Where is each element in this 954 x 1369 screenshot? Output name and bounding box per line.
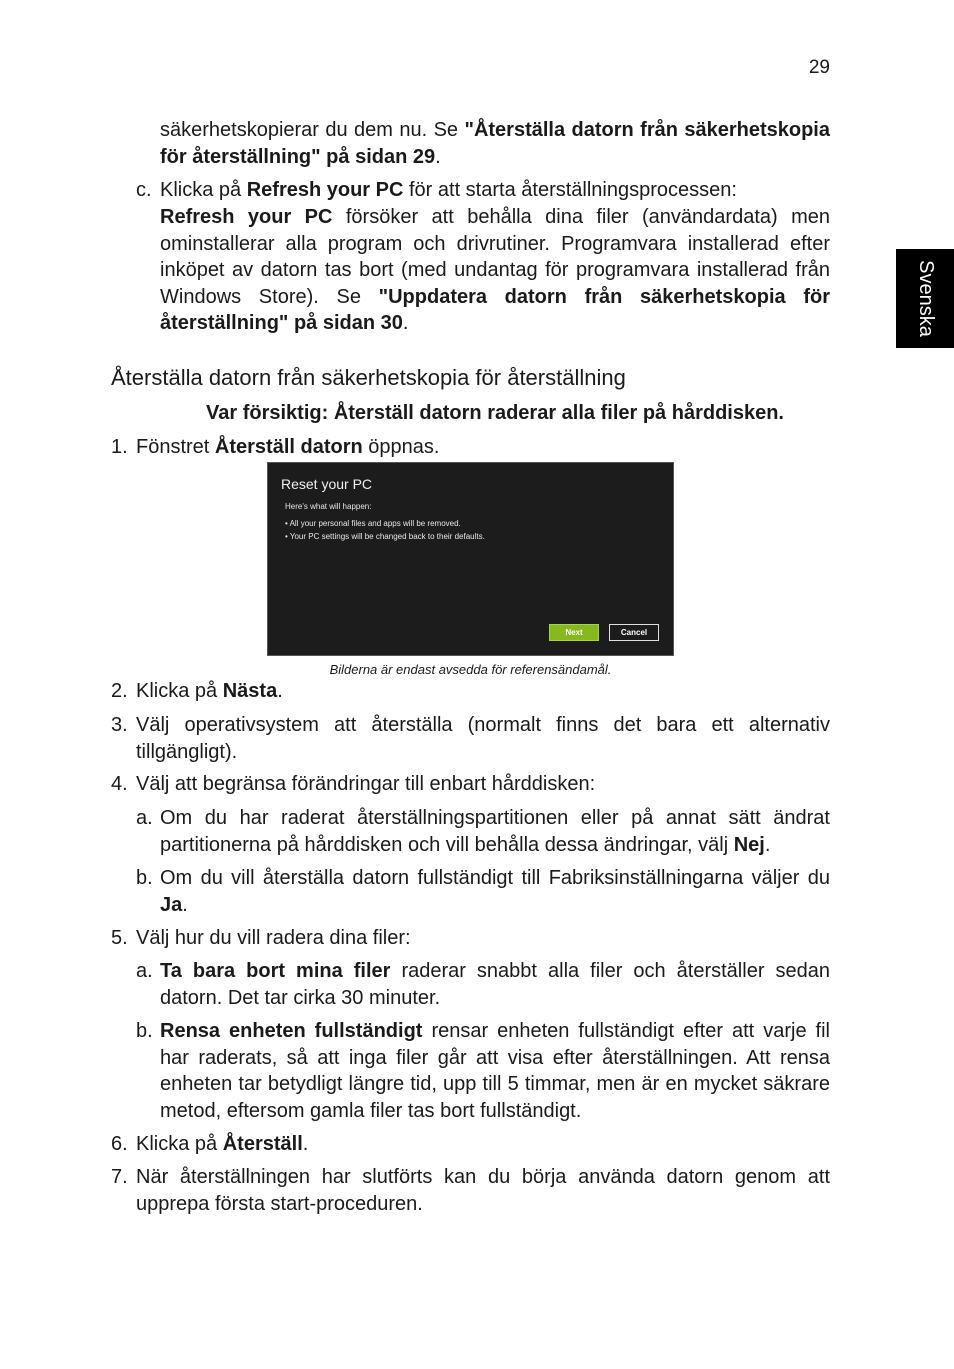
item-c-line: Klicka på Refresh your PC för att starta återställningsprocessen: [160, 179, 737, 201]
step-2: Klicka på Nästa. [136, 680, 283, 702]
cross-reference: "Uppdatera datorn från säkerhetskopia för återställning" på sidan 30 [160, 285, 830, 334]
list-marker: b. [136, 1020, 153, 1042]
step-5: Välj hur du vill radera dina filer: [136, 927, 411, 949]
step-number: 6. [111, 1133, 128, 1155]
cancel-button: Cancel [609, 624, 659, 641]
caution-note: Var försiktig: Återställ datorn raderar alla filer på hårddisken. [206, 402, 784, 424]
step-number: 2. [111, 680, 128, 702]
list-marker: c. [136, 179, 152, 201]
step-4a: Om du har raderat återställningspartitionen eller på annat sätt ändrat partitionerna på hårddisken och vill behålla dessa ändringar, välj Nej. [160, 807, 830, 856]
language-tab-label: Svenska [914, 260, 937, 337]
dialog-bullet: • Your PC settings will be changed back to their defaults. [285, 532, 485, 541]
continuation-paragraph: säkerhetskopierar du dem nu. Se "Återställa datorn från säkerhetskopia för återställning" på sidan 29. [160, 119, 830, 168]
page-number: 29 [808, 57, 830, 78]
step-number: 7. [111, 1166, 128, 1188]
step-3: Välj operativsystem att återställa (normalt finns det bara ett alternativ tillgängligt). [136, 714, 830, 763]
step-5b: Rensa enheten fullständigt rensar enheten fullständigt efter att varje fil har raderats, så att inga filer går att visa efter återställningen. Att rensa enheten tar betydligt längre tid, upp till 5 timmar, men är en mycket säkrare metod, eftersom gamla filer tas bort fullständigt. [160, 1020, 830, 1122]
step-5a: Ta bara bort mina filer raderar snabbt alla filer och återställer sedan datorn. Det tar cirka 30 minuter. [160, 960, 830, 1009]
step-6: Klicka på Återställ. [136, 1133, 309, 1155]
section-heading: Återställa datorn från säkerhetskopia för återställning [111, 365, 626, 390]
reset-pc-screenshot [268, 463, 673, 655]
dialog-subtitle: Here's what will happen: [285, 502, 372, 511]
step-4: Välj att begränsa förändringar till enbart hårddisken: [136, 773, 596, 795]
list-marker: a. [136, 960, 153, 982]
step-number: 1. [111, 436, 128, 458]
dialog-bullet: • All your personal files and apps will be removed. [285, 519, 461, 528]
next-button: Next [549, 624, 599, 641]
step-number: 5. [111, 927, 128, 949]
dialog-title: Reset your PC [281, 476, 373, 492]
step-7: När återställningen har slutförts kan du börja använda datorn genom att upprepa första start-proceduren. [136, 1166, 830, 1215]
step-number: 3. [111, 714, 128, 736]
step-4b: Om du vill återställa datorn fullständigt till Fabriksinställningarna väljer du Ja. [160, 867, 830, 916]
step-number: 4. [111, 773, 128, 795]
list-marker: b. [136, 867, 153, 889]
language-tab [896, 249, 954, 348]
list-marker: a. [136, 807, 153, 829]
item-c-body: Refresh your PC försöker att behålla dina filer (användardata) men ominstallerar alla program och drivrutiner. Programvara installerad efter inköpet av datorn tas bort (med undantag för programvara installerad från Windows Store). Se "Uppdatera datorn från säkerhetskopia för återställning" på sidan 30. [160, 206, 830, 334]
step-1: Fönstret Återställ datorn öppnas. [136, 436, 440, 458]
image-caption: Bilderna är endast avsedda för referensändamål. [329, 662, 612, 677]
cross-reference: "Återställa datorn från säkerhetskopia för återställning" på sidan 29 [160, 119, 830, 168]
